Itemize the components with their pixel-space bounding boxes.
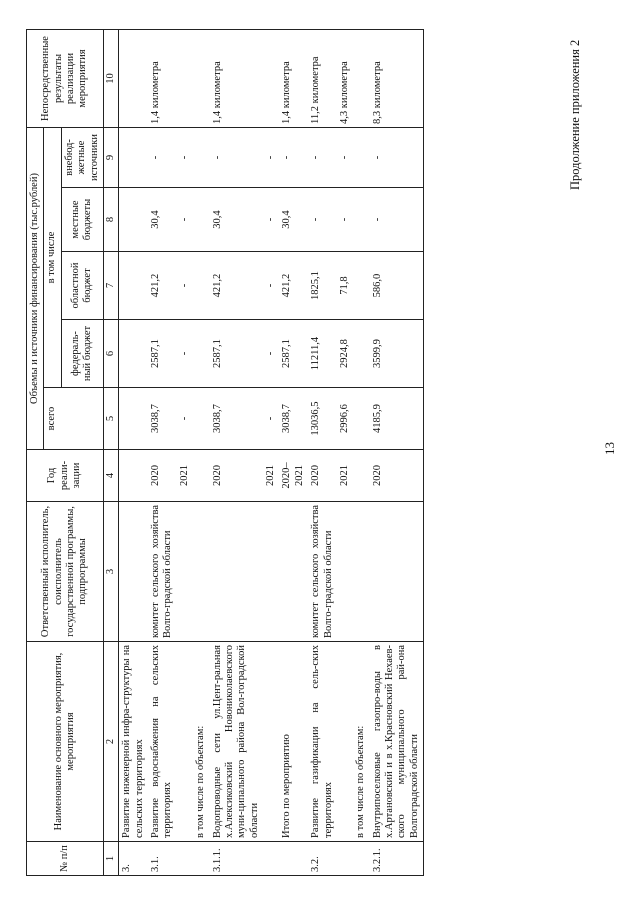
header-measure-name: Наименование основного мероприятия, мероприятия — [27, 642, 104, 842]
local-cell: - — [177, 188, 193, 252]
regional-cell — [119, 252, 148, 320]
local-cell: - — [370, 188, 424, 252]
measure-name-cell — [337, 642, 353, 842]
measure-name-cell: Развитие водоснабжения на сельских территориях — [148, 642, 177, 842]
result-cell: 1,4 километра — [210, 29, 264, 127]
header-federal: федераль-ный бюджет — [61, 320, 103, 388]
local-cell: 30,4 — [279, 188, 308, 252]
table-row — [370, 29, 424, 875]
result-cell: 8,3 километра — [370, 29, 424, 127]
row-number-cell — [353, 842, 369, 876]
extrabudget-cell — [353, 127, 369, 187]
extrabudget-cell: - — [370, 127, 424, 187]
extrabudget-cell: - — [263, 127, 279, 187]
federal-cell: 3599,9 — [370, 320, 424, 388]
extrabudget-cell: - — [148, 127, 177, 187]
header-including: в том числе — [44, 127, 61, 387]
result-cell — [193, 29, 209, 127]
result-cell: 4,3 километра — [337, 29, 353, 127]
column-number: 1 — [103, 842, 118, 876]
extrabudget-cell: - — [279, 127, 308, 187]
result-cell — [263, 29, 279, 127]
header-extrabudget: внебюд-жетные источники — [61, 127, 103, 187]
regional-cell: 421,2 — [148, 252, 177, 320]
financing-table — [26, 29, 424, 876]
measure-name-cell: Развитие инженерной инфра-структуры на сельских территориях — [119, 642, 148, 842]
local-cell — [353, 188, 369, 252]
federal-cell — [193, 320, 209, 388]
total-cell: - — [263, 388, 279, 450]
header-responsible: Ответственный исполнитель, соисполнитель государственной программы, подпрограммы — [27, 502, 104, 642]
table-row — [193, 29, 209, 875]
table-row — [353, 29, 369, 875]
column-number: 2 — [103, 642, 118, 842]
total-cell: 2996,6 — [337, 388, 353, 450]
extrabudget-cell: - — [337, 127, 353, 187]
table-row — [263, 29, 279, 875]
regional-cell — [353, 252, 369, 320]
total-cell: 3038,7 — [210, 388, 264, 450]
local-cell — [119, 188, 148, 252]
measure-name-cell: Итого по мероприятию — [279, 642, 308, 842]
header-regional: областной бюджет — [61, 252, 103, 320]
regional-cell: 1825,1 — [308, 252, 337, 320]
federal-cell: 11211,4 — [308, 320, 337, 388]
continuation-label: Продолжение приложения 2 — [568, 39, 582, 190]
table-row — [337, 29, 353, 875]
local-cell: 30,4 — [148, 188, 177, 252]
year-cell: 2021 — [177, 450, 193, 502]
total-cell: 13036,5 — [308, 388, 337, 450]
year-cell: 2020 — [370, 450, 424, 502]
measure-name-cell: Внутрипоселковые газопро-воды в х.Артановский и в х.Красновский Нехаев-ского муниципального рай-она Волгоградской области — [370, 642, 424, 842]
year-cell — [119, 450, 148, 502]
total-cell: 3038,7 — [279, 388, 308, 450]
column-number: 10 — [103, 29, 118, 127]
year-cell: 2021 — [337, 450, 353, 502]
responsible-cell: комитет сельского хозяйства Волго-градской области — [308, 502, 337, 642]
table-row — [210, 29, 264, 875]
measure-name-cell — [177, 642, 193, 842]
header-total: всего — [44, 388, 104, 450]
row-number-cell — [177, 842, 193, 876]
table-body — [119, 29, 424, 875]
header-results: Непосредственные результаты реализации мероприятия — [27, 29, 104, 127]
extrabudget-cell — [193, 127, 209, 187]
responsible-cell — [119, 502, 148, 642]
rotated-sheet — [20, 20, 620, 880]
header-year: Год реали-зации — [27, 450, 104, 502]
federal-cell: - — [263, 320, 279, 388]
row-number-cell: 3.2. — [308, 842, 337, 876]
row-number-cell: 3.2.1. — [370, 842, 424, 876]
column-number: 6 — [103, 320, 118, 388]
row-number-cell — [193, 842, 209, 876]
year-cell: 2020 — [210, 450, 264, 502]
responsible-cell — [193, 502, 209, 642]
regional-cell: 586,0 — [370, 252, 424, 320]
responsible-cell: комитет сельского хозяйства Волго-градской области — [148, 502, 177, 642]
result-cell: 11,2 километра — [308, 29, 337, 127]
federal-cell: 2587,1 — [148, 320, 177, 388]
year-cell — [353, 450, 369, 502]
table-row — [279, 29, 308, 875]
measure-name-cell: в том числе по объектам: — [353, 642, 369, 842]
regional-cell: 421,2 — [279, 252, 308, 320]
federal-cell: 2924,8 — [337, 320, 353, 388]
regional-cell: - — [177, 252, 193, 320]
extrabudget-cell — [119, 127, 148, 187]
column-number: 3 — [103, 502, 118, 642]
row-number-cell: 3.1.1. — [210, 842, 264, 876]
federal-cell: - — [177, 320, 193, 388]
column-number: 7 — [103, 252, 118, 320]
responsible-cell — [177, 502, 193, 642]
column-number: 5 — [103, 388, 118, 450]
result-cell — [119, 29, 148, 127]
regional-cell: 71,8 — [337, 252, 353, 320]
year-cell — [193, 450, 209, 502]
total-cell — [193, 388, 209, 450]
federal-cell — [119, 320, 148, 388]
row-number-cell — [263, 842, 279, 876]
federal-cell — [353, 320, 369, 388]
measure-name-cell: Развитие газификации на сель-ских территориях — [308, 642, 337, 842]
total-cell: 4185,9 — [370, 388, 424, 450]
header-financing-group: Объемы и источники финансирования (тыс.рублей) — [27, 127, 44, 449]
responsible-cell — [263, 502, 279, 642]
extrabudget-cell: - — [177, 127, 193, 187]
column-number: 4 — [103, 450, 118, 502]
result-cell: 1,4 километра — [279, 29, 308, 127]
row-number-cell: 3.1. — [148, 842, 177, 876]
local-cell: - — [308, 188, 337, 252]
table-row — [148, 29, 177, 875]
header-number: № п/п — [27, 842, 104, 876]
local-cell: - — [337, 188, 353, 252]
extrabudget-cell: - — [210, 127, 264, 187]
total-cell: 3038,7 — [148, 388, 177, 450]
measure-name-cell: Водопроводные сети ул.Цент-ральная х.Алексиковский Новониколаевского муни-ципального района Вол-гоградской области — [210, 642, 264, 842]
responsible-cell — [370, 502, 424, 642]
table-row — [119, 29, 148, 875]
row-number-cell — [337, 842, 353, 876]
local-cell: - — [263, 188, 279, 252]
local-cell: 30,4 — [210, 188, 264, 252]
page-number: 13 — [602, 442, 617, 455]
regional-cell: 421,2 — [210, 252, 264, 320]
total-cell — [119, 388, 148, 450]
column-number: 8 — [103, 188, 118, 252]
federal-cell: 2587,1 — [279, 320, 308, 388]
result-cell — [353, 29, 369, 127]
responsible-cell — [337, 502, 353, 642]
row-number-cell: 3. — [119, 842, 148, 876]
local-cell — [193, 188, 209, 252]
table-row — [177, 29, 193, 875]
regional-cell — [193, 252, 209, 320]
year-cell: 2020–2021 — [279, 450, 308, 502]
year-cell: 2020 — [148, 450, 177, 502]
responsible-cell — [353, 502, 369, 642]
measure-name-cell: в том числе по объектам: — [193, 642, 209, 842]
extrabudget-cell: - — [308, 127, 337, 187]
header-local: местные бюджеты — [61, 188, 103, 252]
result-cell: 1,4 километра — [148, 29, 177, 127]
total-cell: - — [177, 388, 193, 450]
column-numbers-row — [103, 29, 118, 875]
column-number: 9 — [103, 127, 118, 187]
regional-cell: - — [263, 252, 279, 320]
federal-cell: 2587,1 — [210, 320, 264, 388]
year-cell: 2020 — [308, 450, 337, 502]
responsible-cell — [210, 502, 264, 642]
row-number-cell — [279, 842, 308, 876]
responsible-cell — [279, 502, 308, 642]
measure-name-cell — [263, 642, 279, 842]
total-cell — [353, 388, 369, 450]
year-cell: 2021 — [263, 450, 279, 502]
result-cell — [177, 29, 193, 127]
table-row — [308, 29, 337, 875]
